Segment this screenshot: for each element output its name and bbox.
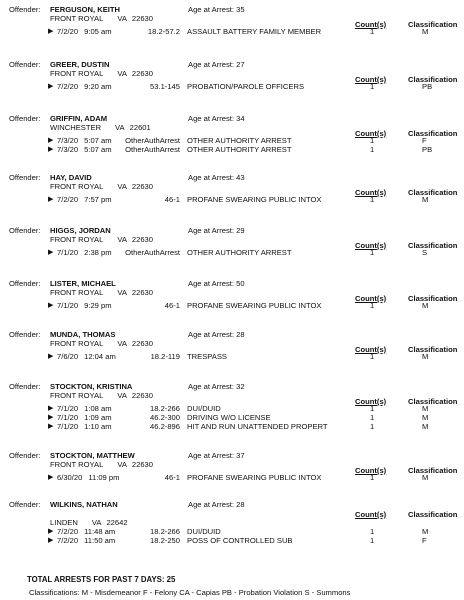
offender-label: Offender: (9, 451, 41, 460)
age-at-arrest (188, 382, 245, 391)
offender-address (50, 288, 153, 297)
offender-address (50, 69, 153, 78)
charge-time: 11:09 pm (88, 473, 120, 482)
charge-count: 1 (370, 473, 375, 482)
address-state: VA (91, 518, 102, 527)
age-label: Age at Arrest: (188, 382, 235, 391)
offender-name: LISTER, MICHAEL (50, 279, 116, 288)
address-city: WINCHESTER (50, 123, 102, 132)
arrow-icon: ▶ (48, 405, 54, 412)
charge-time: 5:07 am (84, 136, 112, 145)
charge-date: 6/30/20 (57, 473, 83, 482)
address-state: VA (115, 123, 125, 132)
offender-label: Offender: (9, 500, 41, 509)
offender-address (50, 460, 153, 469)
charge-code: 46-1 (164, 301, 180, 310)
charge-time: 11:48 am (84, 527, 116, 536)
charge-count: 1 (370, 413, 375, 422)
counts-header: Count(s) (355, 20, 387, 29)
address-state: VA (117, 339, 127, 348)
address-zip: 22642 (106, 518, 128, 527)
age-label: Age at Arrest: (188, 226, 235, 235)
charge-classification: M (422, 527, 429, 536)
address-zip: 22630 (131, 288, 154, 297)
charge-description: PROFANE SWEARING PUBLIC INTOX (187, 195, 322, 204)
charge-code: 46.2-896 (150, 422, 180, 431)
classification-header: Classification (408, 20, 458, 29)
offender-name: GREER, DUSTIN (50, 60, 110, 69)
charge-description: DUI/DUID (187, 527, 221, 536)
charge-classification: M (422, 352, 429, 361)
charge-description: DUI/DUID (187, 404, 221, 413)
charge-code: 46.2-300 (150, 413, 180, 422)
age-label: Age at Arrest: (188, 60, 235, 69)
charge-count: 1 (370, 136, 375, 145)
counts-header: Count(s) (355, 129, 387, 138)
counts-header: Count(s) (355, 510, 387, 519)
age-at-arrest (188, 114, 245, 123)
charge-description: PROFANE SWEARING PUBLIC INTOX (187, 473, 322, 482)
age-at-arrest (188, 451, 245, 460)
charge-time: 9:20 am (84, 82, 112, 91)
counts-header: Count(s) (355, 188, 387, 197)
charge-code: OtherAuthArrest (125, 145, 180, 154)
charge-classification: M (422, 27, 429, 36)
age-value: 35 (236, 5, 245, 14)
arrow-icon: ▶ (48, 146, 54, 153)
charge-count: 1 (370, 27, 375, 36)
offender-address (50, 518, 128, 527)
charge-description: POSS OF CONTROLLED SUB (187, 536, 293, 545)
charge-date: 7/1/20 (57, 301, 79, 310)
charge-time: 5:07 am (84, 145, 112, 154)
address-zip: 22630 (131, 460, 154, 469)
charge-description: OTHER AUTHORITY ARREST (187, 145, 292, 154)
offender-address (50, 14, 153, 23)
arrow-icon: ▶ (48, 474, 54, 481)
address-city: FRONT ROYAL (50, 391, 104, 400)
age-at-arrest (188, 500, 245, 509)
age-at-arrest (188, 330, 245, 339)
charge-code: OtherAuthArrest (125, 248, 180, 257)
charge-classification: M (422, 473, 429, 482)
charge-code: 18.2-266 (150, 527, 180, 536)
total-label: TOTAL ARRESTS FOR PAST 7 DAYS: (27, 575, 165, 584)
counts-header: Count(s) (355, 294, 387, 303)
charge-code: OtherAuthArrest (125, 136, 180, 145)
offender-label: Offender: (9, 5, 41, 14)
charge-classification: M (422, 404, 429, 413)
charge-date: 7/2/20 (57, 195, 79, 204)
age-value: 34 (236, 114, 245, 123)
total-value: 25 (166, 575, 176, 584)
charge-description: HIT AND RUN UNATTENDED PROPERT (187, 422, 328, 431)
total-arrests (27, 575, 175, 584)
address-city: FRONT ROYAL (50, 69, 104, 78)
charge-count: 1 (370, 422, 375, 431)
charge-classification: M (422, 195, 429, 204)
charge-time: 1:08 am (84, 404, 112, 413)
charge-count: 1 (370, 301, 375, 310)
age-at-arrest (188, 173, 245, 182)
charge-classification: S (422, 248, 428, 257)
offender-name: HIGGS, JORDAN (50, 226, 111, 235)
charge-code: 18.2-266 (150, 404, 180, 413)
charge-count: 1 (370, 248, 375, 257)
charge-time: 1:10 am (84, 422, 112, 431)
charge-count: 1 (370, 404, 375, 413)
address-city: FRONT ROYAL (50, 182, 104, 191)
charge-description: ASSAULT BATTERY FAMILY MEMBER (187, 27, 322, 36)
charge-time: 12:04 am (84, 352, 116, 361)
classification-header: Classification (408, 345, 458, 354)
age-value: 50 (236, 279, 245, 288)
charge-code: 18.2-57.2 (147, 27, 180, 36)
charge-count: 1 (370, 82, 375, 91)
offender-label: Offender: (9, 382, 41, 391)
charge-code: 46-1 (164, 195, 180, 204)
address-state: VA (117, 69, 127, 78)
arrow-icon: ▶ (48, 28, 54, 35)
offender-label: Offender: (9, 330, 41, 339)
charge-date: 7/3/20 (57, 136, 79, 145)
arrow-icon: ▶ (48, 83, 54, 90)
arrow-icon: ▶ (48, 537, 54, 544)
age-value: 29 (236, 226, 245, 235)
arrow-icon: ▶ (48, 196, 54, 203)
classification-header: Classification (408, 294, 458, 303)
address-city: LINDEN (50, 518, 78, 527)
charge-date: 7/1/20 (57, 422, 79, 431)
arrow-icon: ▶ (48, 249, 54, 256)
age-value: 28 (236, 500, 245, 509)
address-zip: 22630 (131, 69, 154, 78)
charge-classification: M (422, 301, 429, 310)
charge-time: 11:50 am (84, 536, 116, 545)
offender-address (50, 391, 153, 400)
age-at-arrest (188, 5, 245, 14)
address-city: FRONT ROYAL (50, 14, 104, 23)
age-label: Age at Arrest: (188, 500, 235, 509)
classification-header: Classification (408, 75, 458, 84)
offender-label: Offender: (9, 279, 41, 288)
charge-classification: PB (422, 145, 433, 154)
charge-code: 53.1-145 (150, 82, 180, 91)
charge-code: 18.2-250 (150, 536, 180, 545)
address-city: FRONT ROYAL (50, 460, 104, 469)
arrow-icon: ▶ (48, 302, 54, 309)
offender-address (50, 182, 153, 191)
address-zip: 22630 (131, 339, 154, 348)
charge-date: 7/2/20 (57, 82, 79, 91)
charge-code: 18.2-119 (150, 352, 180, 361)
charge-date: 7/1/20 (57, 404, 79, 413)
arrow-icon: ▶ (48, 423, 54, 430)
age-label: Age at Arrest: (188, 173, 235, 182)
charge-count: 1 (370, 527, 375, 536)
charge-date: 7/3/20 (57, 145, 79, 154)
address-state: VA (117, 460, 127, 469)
arrow-icon: ▶ (48, 528, 54, 535)
charge-count: 1 (370, 536, 375, 545)
counts-header: Count(s) (355, 75, 387, 84)
age-label: Age at Arrest: (188, 330, 235, 339)
charge-classification: M (422, 422, 429, 431)
offender-label: Offender: (9, 60, 41, 69)
classification-header: Classification (408, 129, 458, 138)
charge-description: OTHER AUTHORITY ARREST (187, 248, 292, 257)
address-zip: 22630 (131, 182, 154, 191)
address-zip: 22630 (131, 14, 154, 23)
charge-date: 7/2/20 (57, 527, 79, 536)
age-label: Age at Arrest: (188, 451, 235, 460)
address-state: VA (117, 391, 127, 400)
classification-header: Classification (408, 466, 458, 475)
charge-description: DRIVING W/O LICENSE (187, 413, 271, 422)
classification-header: Classification (408, 397, 458, 406)
address-zip: 22601 (129, 123, 151, 132)
classification-header: Classification (408, 510, 458, 519)
age-at-arrest (188, 279, 245, 288)
age-value: 32 (236, 382, 245, 391)
age-value: 27 (236, 60, 245, 69)
address-state: VA (117, 235, 127, 244)
offender-label: Offender: (9, 226, 41, 235)
address-state: VA (117, 288, 127, 297)
arrow-icon: ▶ (48, 414, 54, 421)
classification-legend: Classifications: M - Misdemeanor F - Felony CA - Capias PB - Probation Violation S - Summons (29, 588, 351, 597)
address-city: FRONT ROYAL (50, 288, 104, 297)
address-zip: 22630 (131, 391, 154, 400)
charge-classification: PB (422, 82, 433, 91)
charge-classification: M (422, 413, 429, 422)
offender-name: HAY, DAVID (50, 173, 92, 182)
offender-name: STOCKTON, KRISTINA (50, 382, 133, 391)
offender-name: FERGUSON, KEITH (50, 5, 121, 14)
address-city: FRONT ROYAL (50, 339, 104, 348)
offender-name: GRIFFIN, ADAM (50, 114, 108, 123)
charge-count: 1 (370, 195, 375, 204)
offender-address (50, 123, 151, 132)
counts-header: Count(s) (355, 345, 387, 354)
charge-description: OTHER AUTHORITY ARREST (187, 136, 292, 145)
charge-date: 7/2/20 (57, 27, 79, 36)
charge-date: 7/1/20 (57, 248, 79, 257)
age-at-arrest (188, 226, 245, 235)
charge-time: 1:09 am (84, 413, 112, 422)
address-state: VA (117, 14, 127, 23)
charge-classification: F (422, 536, 427, 545)
age-value: 28 (236, 330, 245, 339)
charge-code: 46-1 (164, 473, 180, 482)
age-label: Age at Arrest: (188, 279, 235, 288)
offender-label: Offender: (9, 114, 41, 123)
classification-header: Classification (408, 241, 458, 250)
counts-header: Count(s) (355, 397, 387, 406)
age-at-arrest (188, 60, 245, 69)
charge-time: 9:29 pm (84, 301, 112, 310)
charge-date: 7/2/20 (57, 536, 79, 545)
charge-date: 7/6/20 (57, 352, 79, 361)
address-zip: 22630 (131, 235, 154, 244)
offender-address (50, 235, 153, 244)
age-value: 37 (236, 451, 245, 460)
counts-header: Count(s) (355, 466, 387, 475)
offender-address (50, 339, 153, 348)
classification-header: Classification (408, 188, 458, 197)
charge-time: 2:38 pm (84, 248, 112, 257)
age-value: 43 (236, 173, 245, 182)
charge-description: PROBATION/PAROLE OFFICERS (187, 82, 305, 91)
address-city: FRONT ROYAL (50, 235, 104, 244)
charge-description: PROFANE SWEARING PUBLIC INTOX (187, 301, 322, 310)
counts-header: Count(s) (355, 241, 387, 250)
offender-name: WILKINS, NATHAN (50, 500, 118, 509)
charge-classification: F (422, 136, 427, 145)
charge-time: 9:05 am (84, 27, 112, 36)
arrow-icon: ▶ (48, 353, 54, 360)
charge-date: 7/1/20 (57, 413, 79, 422)
age-label: Age at Arrest: (188, 5, 235, 14)
offender-name: MUNDA, THOMAS (50, 330, 116, 339)
address-state: VA (117, 182, 127, 191)
offender-name: STOCKTON, MATTHEW (50, 451, 135, 460)
charge-count: 1 (370, 352, 375, 361)
arrow-icon: ▶ (48, 137, 54, 144)
charge-time: 7:57 pm (84, 195, 112, 204)
charge-count: 1 (370, 145, 375, 154)
charge-description: TRESPASS (187, 352, 227, 361)
offender-label: Offender: (9, 173, 41, 182)
age-label: Age at Arrest: (188, 114, 235, 123)
